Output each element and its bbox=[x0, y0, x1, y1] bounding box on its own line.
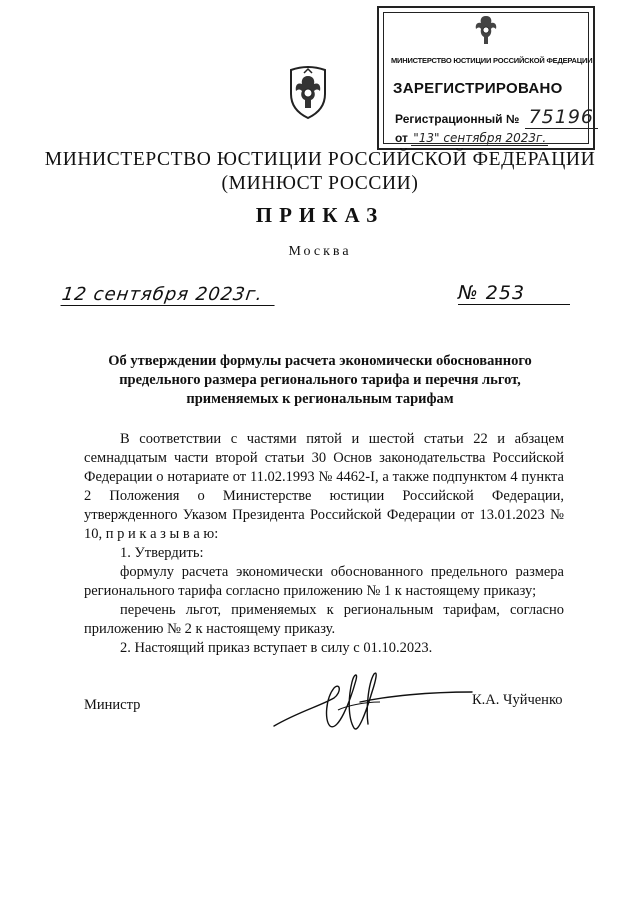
signer-position: Министр bbox=[84, 697, 141, 713]
stamp-date-line bbox=[395, 131, 548, 146]
stamp-reg-number: 75196 bbox=[525, 106, 598, 129]
title-line-2: предельного размера регионального тарифа и перечня льгот, bbox=[119, 372, 521, 388]
coat-of-arms-icon bbox=[287, 64, 329, 120]
stamp-date-prefix: от bbox=[395, 131, 408, 145]
paragraph-benefits: перечень льгот, применяемых к региональным тарифам, согласно приложению № 2 к настоящему приказу. bbox=[84, 602, 564, 637]
document-body bbox=[84, 430, 564, 658]
document-type: ПРИКАЗ bbox=[255, 203, 385, 227]
paragraph-item-1: 1. Утвердить: bbox=[120, 545, 204, 561]
ministry-short-name: (МИНЮСТ РОССИИ) bbox=[221, 173, 419, 194]
handwritten-signature bbox=[268, 662, 488, 742]
document-city: Москва bbox=[288, 244, 352, 259]
title-line-3: применяемых к региональным тарифам bbox=[186, 391, 454, 407]
ministry-name: МИНИСТЕРСТВО ЮСТИЦИИ РОССИЙСКОЙ ФЕДЕРАЦИИ bbox=[44, 149, 596, 170]
paragraph-item-2: 2. Настоящий приказ вступает в силу с 01.10.2023. bbox=[120, 640, 433, 656]
stamp-emblem-icon bbox=[471, 12, 501, 50]
document-title bbox=[60, 352, 580, 409]
registration-stamp bbox=[377, 6, 595, 150]
stamp-reg-line bbox=[395, 106, 598, 129]
document-date: 12 сентября 2023г. bbox=[60, 284, 277, 306]
stamp-registered-label: ЗАРЕГИСТРИРОВАНО bbox=[393, 80, 563, 97]
signer-name: К.А. Чуйченко bbox=[472, 692, 563, 708]
paragraph-formula: формулу расчета экономически обоснованного предельного размера регионального тарифа согласно приложению № 1 к настоящему приказу; bbox=[84, 564, 564, 599]
stamp-org-name: МИНИСТЕРСТВО ЮСТИЦИИ РОССИЙСКОЙ ФЕДЕРАЦИИ bbox=[391, 56, 593, 65]
paragraph-preamble: В соответствии с частями пятой и шестой статьи 22 и абзацем семнадцатым части второй статьи 30 Основ законодательства Российской Федерации о нотариате от 11.02.1993 № 4462-I, а также подпунктом 4 пункта 2 Положения о Министерстве юстиции Российской Федерации, утвержденного Указом Президента Российской Федерации от 13.01.2023 № 10, п р и к а з ы в а ю: bbox=[84, 431, 564, 542]
ministry-heading bbox=[0, 148, 640, 196]
title-line-1: Об утверждении формулы расчета экономически обоснованного bbox=[108, 353, 532, 369]
document-number: № 253 bbox=[458, 282, 570, 305]
stamp-date-value: "13" сентября 2023г. bbox=[413, 131, 547, 145]
stamp-reg-label: Регистрационный № bbox=[395, 112, 520, 126]
